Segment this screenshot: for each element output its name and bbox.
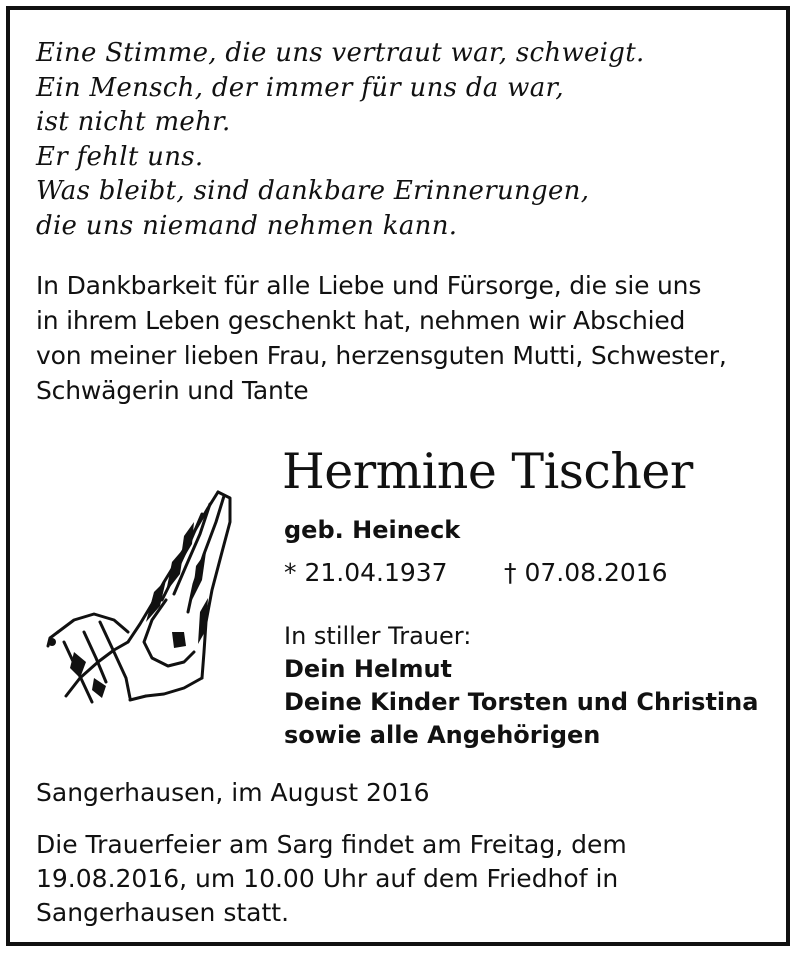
poem-line: die uns niemand nehmen kann. xyxy=(36,210,458,241)
place-date: Sangerhausen, im August 2016 xyxy=(36,778,430,807)
intro-line: Schwägerin und Tante xyxy=(36,376,309,405)
funeral-line: Die Trauerfeier am Sarg findet am Freitag, dem xyxy=(36,830,627,859)
funeral-info xyxy=(36,828,627,930)
mourner-line: Dein Helmut xyxy=(284,655,453,683)
intro-line: in ihrem Leben geschenkt hat, nehmen wir Abschied xyxy=(36,306,686,335)
life-dates xyxy=(284,556,668,590)
mourners xyxy=(284,620,758,752)
mourner-line: sowie alle Angehörigen xyxy=(284,721,601,749)
poem-line: Eine Stimme, die uns vertraut war, schweigt. xyxy=(36,38,645,68)
obituary-notice xyxy=(6,6,790,946)
intro-text xyxy=(36,268,727,408)
poem-line: Er fehlt uns. xyxy=(36,141,204,172)
poem-line: Was bleibt, sind dankbare Erinnerungen, xyxy=(36,176,590,206)
funeral-line: 19.08.2016, um 10.00 Uhr auf dem Friedhof in xyxy=(36,864,619,893)
birth-date: * 21.04.1937 xyxy=(284,558,448,587)
intro-line: von meiner lieben Frau, herzensguten Mutti, Schwester, xyxy=(36,341,727,370)
mourner-line: Deine Kinder Torsten und Christina xyxy=(284,688,759,716)
praying-hands-icon xyxy=(34,482,234,712)
maiden-name: geb. Heineck xyxy=(284,516,461,544)
mourning-heading: In stiller Trauer: xyxy=(284,622,472,650)
deceased-name: Hermine Tischer xyxy=(282,443,693,500)
funeral-line: Sangerhausen statt. xyxy=(36,898,290,927)
intro-line: In Dankbarkeit für alle Liebe und Fürsorge, die sie uns xyxy=(36,271,702,300)
poem-line: Ein Mensch, der immer für uns da war, xyxy=(36,72,564,103)
poem xyxy=(36,36,645,243)
death-date: † 07.08.2016 xyxy=(504,558,668,587)
poem-line: ist nicht mehr. xyxy=(36,107,231,137)
